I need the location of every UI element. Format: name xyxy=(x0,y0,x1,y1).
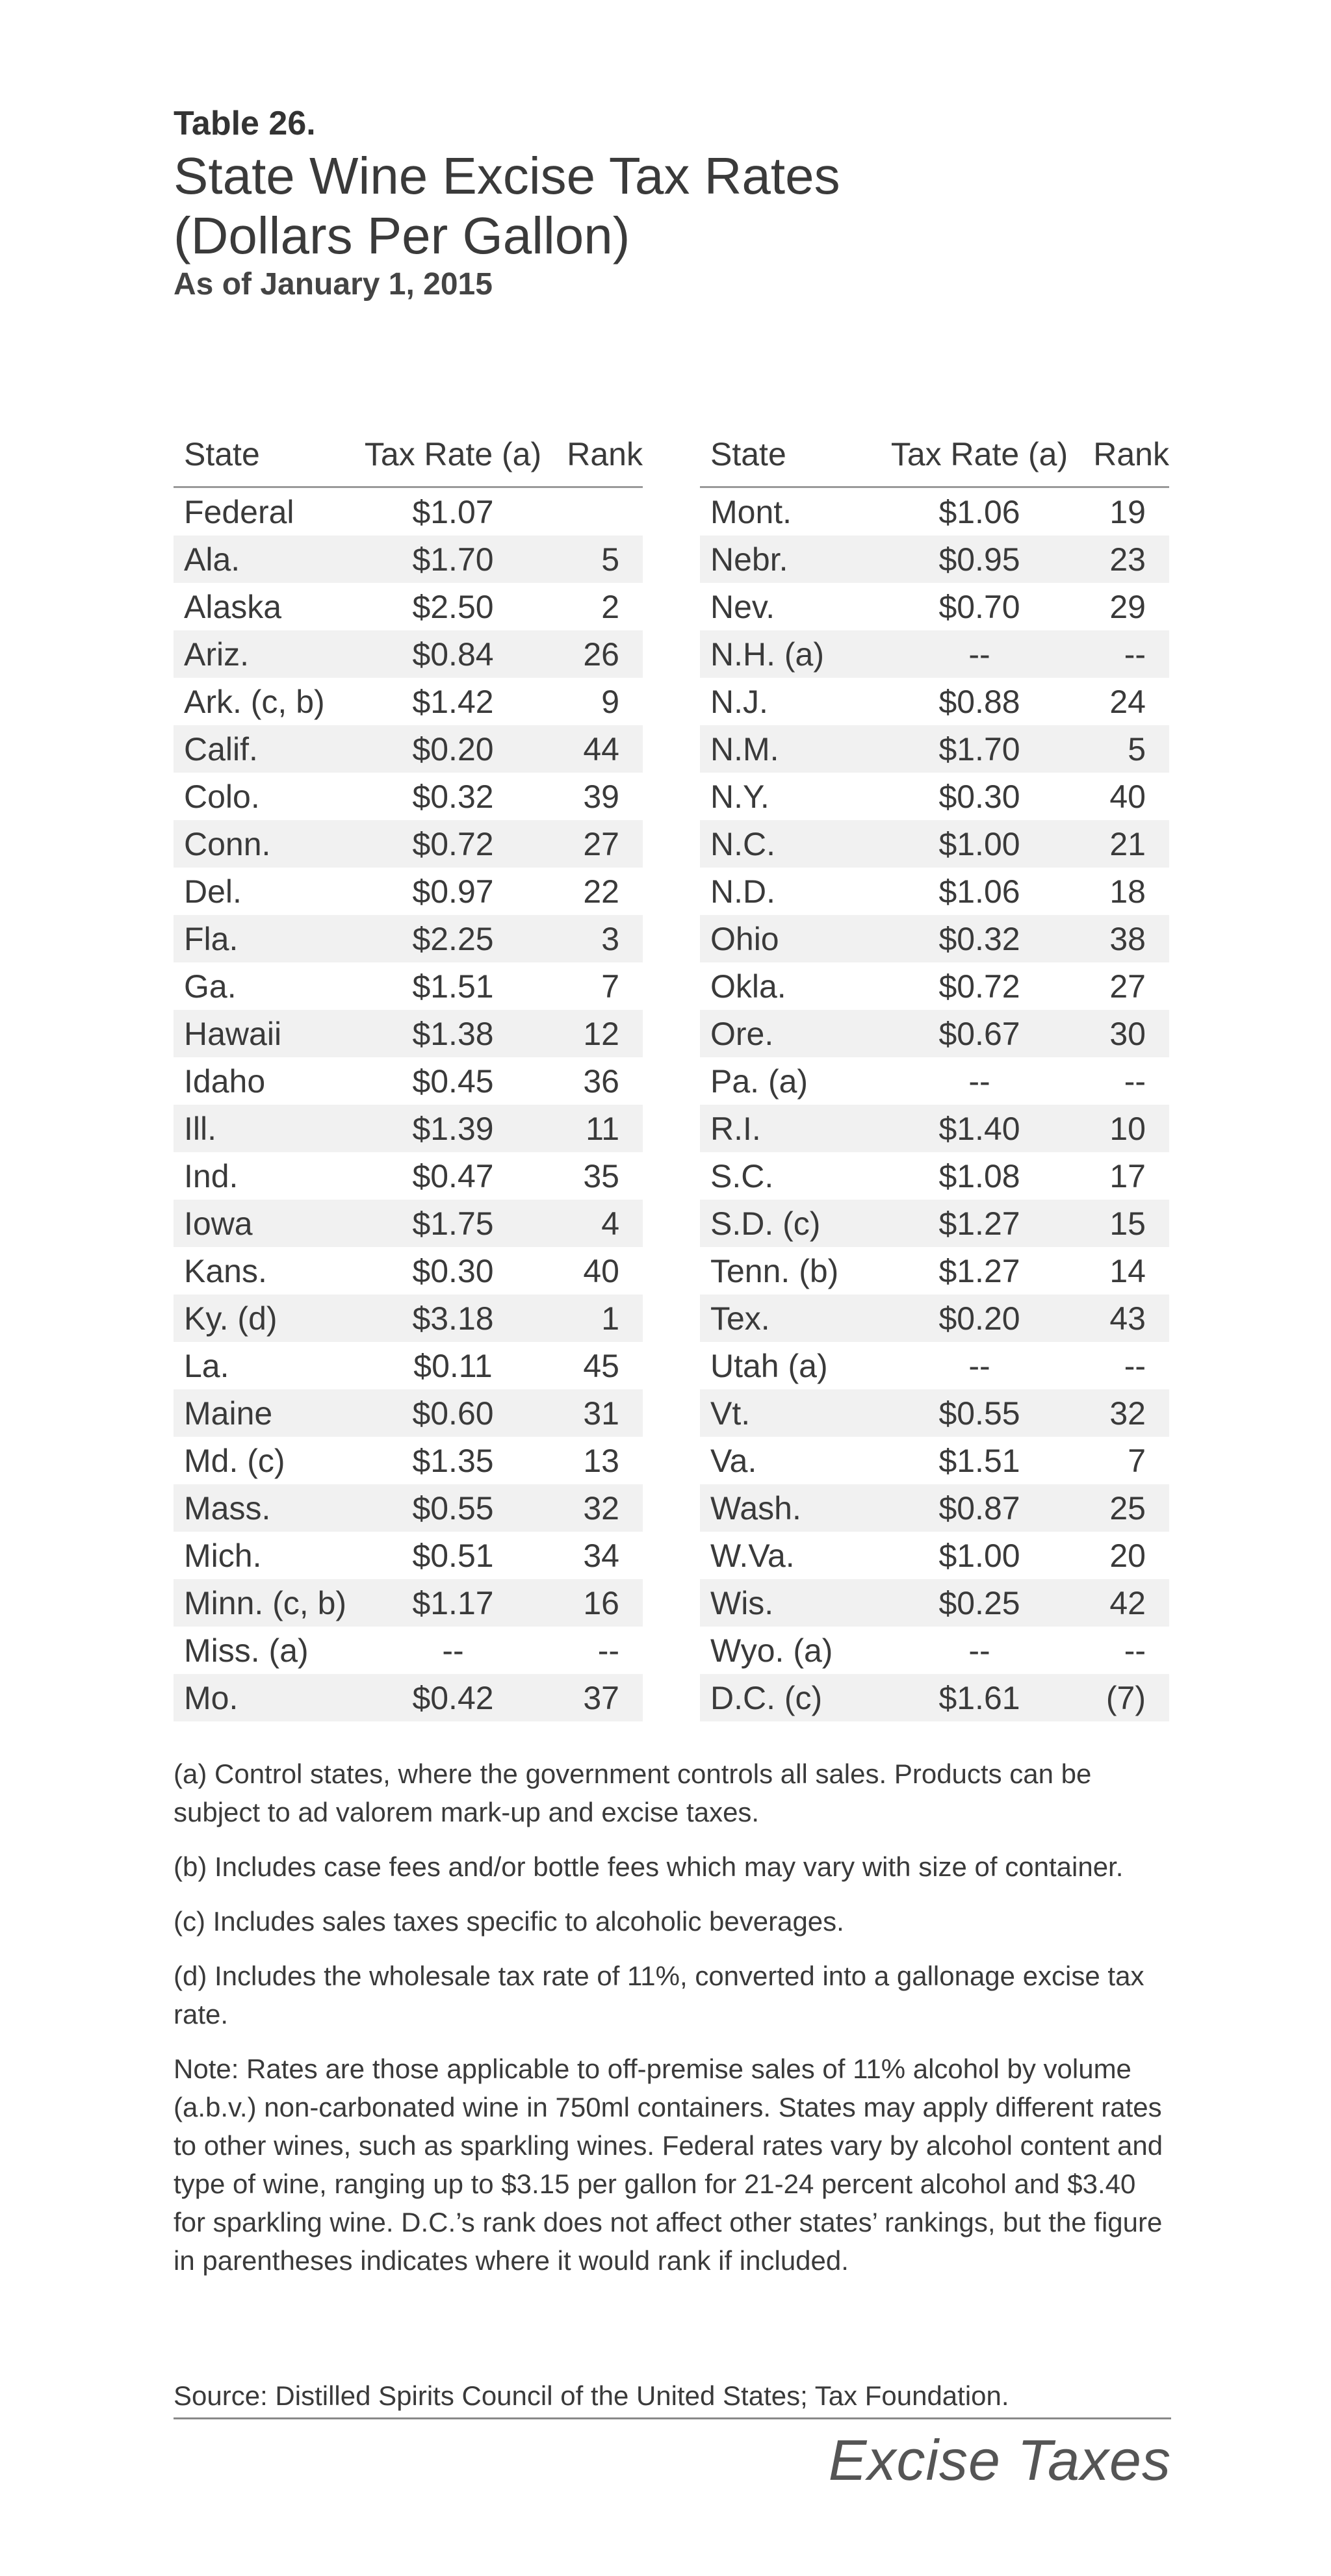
table-row xyxy=(174,1437,643,1484)
table-row xyxy=(700,1247,1169,1294)
column-header-rank: Rank xyxy=(544,422,643,487)
right-table-body xyxy=(700,487,1169,1722)
cell-tax-rate: -- xyxy=(968,1347,990,1384)
cell-state: Calif. xyxy=(174,725,362,773)
cell-rank: 20 xyxy=(1109,1537,1146,1574)
cell-tax-rate: $0.51 xyxy=(412,1537,494,1574)
cell-rank: 45 xyxy=(583,1347,619,1384)
cell-rank: 5 xyxy=(1070,725,1169,773)
cell-tax-rate: $0.55 xyxy=(362,1484,544,1532)
cell-rank: 40 xyxy=(1109,778,1146,815)
cell-rank: 18 xyxy=(1109,873,1146,910)
cell-rank: 22 xyxy=(583,873,619,910)
cell-rank: -- xyxy=(1124,1347,1146,1384)
page-title xyxy=(174,146,840,266)
table-row xyxy=(700,678,1169,725)
cell-state: D.C. (c) xyxy=(700,1674,888,1721)
cell-state: Ark. (c, b) xyxy=(184,683,325,720)
cell-state: Ind. xyxy=(184,1157,239,1194)
cell-tax-rate: $1.70 xyxy=(362,535,544,583)
table-row xyxy=(174,1294,643,1342)
cell-rank: -- xyxy=(1124,1063,1146,1100)
table-row xyxy=(700,1152,1169,1200)
cell-state: Federal xyxy=(184,493,294,530)
cell-tax-rate: $0.72 xyxy=(362,820,544,868)
cell-state: N.C. xyxy=(700,820,888,868)
table-row xyxy=(174,1010,643,1057)
table-row xyxy=(700,1437,1169,1484)
table-row xyxy=(700,1674,1169,1721)
footnote-c: (c) Includes sales taxes specific to alcoholic beverages. xyxy=(174,1906,844,1937)
cell-tax-rate: $0.20 xyxy=(362,725,544,773)
cell-rank: 9 xyxy=(601,683,619,720)
cell-tax-rate: -- xyxy=(968,1063,990,1100)
cell-rank: 27 xyxy=(544,820,643,868)
cell-tax-rate: -- xyxy=(888,630,1070,678)
cell-rank: 13 xyxy=(583,1442,619,1479)
cell-tax-rate: $1.42 xyxy=(412,683,494,720)
cell-state: Miss. (a) xyxy=(184,1632,309,1669)
table-row xyxy=(700,1579,1169,1627)
table-row xyxy=(174,1484,643,1532)
table-row xyxy=(174,773,643,820)
cell-rank: 38 xyxy=(1070,915,1169,962)
cell-state: Iowa xyxy=(174,1200,362,1247)
cell-state: Mass. xyxy=(174,1484,362,1532)
cell-state: N.H. (a) xyxy=(700,630,888,678)
source-line: Source: Distilled Spirits Council of the United States; Tax Foundation. xyxy=(174,2377,1171,2419)
cell-tax-rate: $1.51 xyxy=(938,1442,1020,1479)
cell-state: N.M. xyxy=(700,725,888,773)
cell-state: Conn. xyxy=(174,820,362,868)
footnote-note: Note: Rates are those applicable to off-premise sales of 11% alcohol by volume (a.b.v.) non-carbonated wine in 750ml containers. States may apply different rates to other wines, such as sparkling wines. Federal rates vary by alcohol content and type of wine, ranging up to $3.15 per gallon for 21-24 percent alcohol and $3.40 for sparkling wine. D.C.’s rank does not affect other states’ rankings, but the figure in parentheses indicates where it would rank if included. xyxy=(174,2054,1163,2276)
cell-rank: 32 xyxy=(544,1484,643,1532)
table-row xyxy=(174,583,643,630)
cell-rank: 26 xyxy=(544,630,643,678)
footnote-b: (b) Includes case fees and/or bottle fees which may vary with size of container. xyxy=(174,1851,1124,1882)
cell-tax-rate: $0.88 xyxy=(938,683,1020,720)
cell-state: Ore. xyxy=(700,1010,888,1057)
table-row xyxy=(174,535,643,583)
cell-rank: 32 xyxy=(1070,1389,1169,1437)
cell-tax-rate: $0.87 xyxy=(888,1484,1070,1532)
cell-state: Mo. xyxy=(174,1674,362,1721)
cell-rank: 44 xyxy=(544,725,643,773)
cell-tax-rate: $0.67 xyxy=(888,1010,1070,1057)
cell-tax-rate: $1.17 xyxy=(362,1579,544,1627)
cell-rank xyxy=(544,487,643,536)
table-row xyxy=(700,725,1169,773)
cell-tax-rate: $1.35 xyxy=(412,1442,494,1479)
cell-tax-rate: $0.47 xyxy=(412,1157,494,1194)
cell-state: Colo. xyxy=(184,778,260,815)
cell-tax-rate: $0.20 xyxy=(888,1294,1070,1342)
cell-tax-rate: $1.00 xyxy=(938,1537,1020,1574)
table-row xyxy=(700,535,1169,583)
cell-state: Mich. xyxy=(184,1537,262,1574)
cell-state: N.D. xyxy=(710,873,775,910)
table-row xyxy=(174,868,643,915)
cell-tax-rate: $2.50 xyxy=(412,588,494,625)
cell-tax-rate: $1.06 xyxy=(938,493,1020,530)
table-row xyxy=(700,773,1169,820)
table-row xyxy=(700,1627,1169,1674)
cell-rank: -- xyxy=(1070,630,1169,678)
cell-state: S.C. xyxy=(710,1157,774,1194)
cell-state: Vt. xyxy=(700,1389,888,1437)
cell-tax-rate: $1.27 xyxy=(938,1252,1020,1289)
cell-state: Ga. xyxy=(184,968,237,1005)
cell-rank: 39 xyxy=(583,778,619,815)
cell-rank: 7 xyxy=(1128,1442,1146,1479)
table-row xyxy=(700,1294,1169,1342)
table-row xyxy=(174,1532,643,1579)
title-line-1: State Wine Excise Tax Rates xyxy=(174,147,840,205)
title-line-2: (Dollars Per Gallon) xyxy=(174,207,630,264)
cell-state: Ala. xyxy=(174,535,362,583)
cell-state: Tenn. (b) xyxy=(710,1252,839,1289)
table-row xyxy=(700,962,1169,1010)
cell-state: Wyo. (a) xyxy=(710,1632,833,1669)
cell-rank: 4 xyxy=(544,1200,643,1247)
cell-tax-rate: $0.32 xyxy=(412,778,494,815)
cell-tax-rate: $1.51 xyxy=(412,968,494,1005)
cell-state: S.D. (c) xyxy=(700,1200,888,1247)
table-row xyxy=(174,1342,643,1389)
footnotes xyxy=(174,1755,1174,2296)
cell-state: Alaska xyxy=(184,588,282,625)
footnote-a: (a) Control states, where the government controls all sales. Products can be subject to ad valorem mark-up and excise taxes. xyxy=(174,1758,1092,1827)
cell-rank: 29 xyxy=(1109,588,1146,625)
cell-tax-rate: $0.84 xyxy=(362,630,544,678)
cell-rank: 14 xyxy=(1109,1252,1146,1289)
cell-rank: 7 xyxy=(601,968,619,1005)
table-row xyxy=(174,678,643,725)
cell-rank: 27 xyxy=(1109,968,1146,1005)
cell-rank: 43 xyxy=(1070,1294,1169,1342)
table-header-row xyxy=(700,422,1169,487)
table-row xyxy=(700,915,1169,962)
cell-tax-rate: $0.30 xyxy=(938,778,1020,815)
column-header-tax-rate: Tax Rate (a) xyxy=(888,422,1070,487)
cell-tax-rate: $0.95 xyxy=(888,535,1070,583)
cell-rank: 42 xyxy=(1070,1579,1169,1627)
cell-tax-rate: $0.11 xyxy=(413,1347,493,1384)
cell-tax-rate: $0.72 xyxy=(938,968,1020,1005)
cell-tax-rate: $1.07 xyxy=(412,493,494,530)
cell-rank: 34 xyxy=(583,1537,619,1574)
table-row xyxy=(174,725,643,773)
table-row xyxy=(700,868,1169,915)
page-subtitle: As of January 1, 2015 xyxy=(174,267,493,302)
table-row xyxy=(700,1200,1169,1247)
cell-state: Nev. xyxy=(710,588,775,625)
cell-tax-rate: $1.61 xyxy=(888,1674,1070,1721)
table-row xyxy=(700,1342,1169,1389)
cell-state: Ill. xyxy=(174,1105,362,1152)
table-row xyxy=(700,1057,1169,1105)
table-row xyxy=(174,487,643,536)
table-row xyxy=(174,1674,643,1721)
cell-state: Nebr. xyxy=(700,535,888,583)
cell-state: R.I. xyxy=(700,1105,888,1152)
cell-state: Del. xyxy=(184,873,242,910)
cell-tax-rate: $1.00 xyxy=(888,820,1070,868)
table-row xyxy=(700,1532,1169,1579)
table-row xyxy=(174,1627,643,1674)
cell-rank: 21 xyxy=(1070,820,1169,868)
cell-tax-rate: $1.08 xyxy=(938,1157,1020,1194)
table-row xyxy=(700,1010,1169,1057)
cell-tax-rate: $0.45 xyxy=(412,1063,494,1100)
cell-rank: 30 xyxy=(1070,1010,1169,1057)
footnote-d: (d) Includes the wholesale tax rate of 11%, converted into a gallonage excise tax rate. xyxy=(174,1961,1144,2029)
cell-rank: 17 xyxy=(1109,1157,1146,1194)
cell-rank: 35 xyxy=(583,1157,619,1194)
cell-state: N.Y. xyxy=(710,778,769,815)
cell-rank: 19 xyxy=(1109,493,1146,530)
cell-rank: 24 xyxy=(1109,683,1146,720)
table-row xyxy=(700,820,1169,868)
cell-rank: 23 xyxy=(1070,535,1169,583)
table-row xyxy=(174,1247,643,1294)
cell-rank: 25 xyxy=(1070,1484,1169,1532)
cell-rank: 16 xyxy=(544,1579,643,1627)
cell-rank: 5 xyxy=(544,535,643,583)
cell-tax-rate: $0.25 xyxy=(888,1579,1070,1627)
cell-state: Pa. (a) xyxy=(710,1063,808,1100)
table-row xyxy=(174,630,643,678)
table-row xyxy=(174,1200,643,1247)
cell-tax-rate: $1.06 xyxy=(938,873,1020,910)
cell-tax-rate: -- xyxy=(442,1632,464,1669)
right-table xyxy=(700,422,1169,1721)
cell-rank: 40 xyxy=(583,1252,619,1289)
table-row xyxy=(174,1389,643,1437)
table-row xyxy=(700,630,1169,678)
cell-state: Tex. xyxy=(700,1294,888,1342)
cell-state: Va. xyxy=(710,1442,757,1479)
table-row xyxy=(174,820,643,868)
table-number: Table 26. xyxy=(174,105,316,142)
cell-state: Maine xyxy=(174,1389,362,1437)
table-row xyxy=(700,1484,1169,1532)
table-row xyxy=(700,1105,1169,1152)
cell-state: La. xyxy=(184,1347,229,1384)
cell-rank: 37 xyxy=(544,1674,643,1721)
cell-state: Wis. xyxy=(700,1579,888,1627)
column-header-tax-rate: Tax Rate (a) xyxy=(362,422,544,487)
cell-tax-rate: $0.97 xyxy=(412,873,494,910)
cell-tax-rate: $1.38 xyxy=(362,1010,544,1057)
left-table-body xyxy=(174,487,643,1722)
cell-rank: 1 xyxy=(544,1294,643,1342)
table-header-row xyxy=(174,422,643,487)
cell-state: Utah (a) xyxy=(710,1347,828,1384)
cell-rank: 36 xyxy=(583,1063,619,1100)
table-row xyxy=(700,583,1169,630)
cell-tax-rate: $1.40 xyxy=(888,1105,1070,1152)
table-row xyxy=(174,1057,643,1105)
table-row xyxy=(700,1389,1169,1437)
cell-tax-rate: $2.25 xyxy=(362,915,544,962)
cell-tax-rate: $1.75 xyxy=(362,1200,544,1247)
table-row xyxy=(174,962,643,1010)
cell-state: Idaho xyxy=(184,1063,266,1100)
cell-tax-rate: $0.42 xyxy=(362,1674,544,1721)
cell-state: W.Va. xyxy=(710,1537,795,1574)
cell-tax-rate: $0.55 xyxy=(888,1389,1070,1437)
table-row xyxy=(700,487,1169,536)
table-row xyxy=(174,1152,643,1200)
cell-tax-rate: $0.60 xyxy=(362,1389,544,1437)
cell-rank: 3 xyxy=(544,915,643,962)
cell-tax-rate: $0.32 xyxy=(888,915,1070,962)
cell-state: Md. (c) xyxy=(184,1442,285,1479)
cell-rank: 2 xyxy=(601,588,619,625)
cell-rank: 11 xyxy=(544,1105,643,1152)
cell-rank: -- xyxy=(1124,1632,1146,1669)
table-row xyxy=(174,1105,643,1152)
section-label: Excise Taxes xyxy=(828,2428,1171,2492)
cell-state: Kans. xyxy=(184,1252,267,1289)
cell-state: N.J. xyxy=(710,683,768,720)
cell-tax-rate: $0.70 xyxy=(938,588,1020,625)
cell-rank: 12 xyxy=(544,1010,643,1057)
cell-tax-rate: -- xyxy=(968,1632,990,1669)
cell-rank: (7) xyxy=(1070,1674,1169,1721)
cell-tax-rate: $0.30 xyxy=(412,1252,494,1289)
cell-state: Mont. xyxy=(710,493,792,530)
cell-tax-rate: $1.27 xyxy=(888,1200,1070,1247)
cell-rank: -- xyxy=(597,1632,619,1669)
cell-state: Fla. xyxy=(174,915,362,962)
cell-tax-rate: $1.39 xyxy=(362,1105,544,1152)
column-header-state: State xyxy=(174,422,362,487)
cell-state: Wash. xyxy=(700,1484,888,1532)
cell-state: Minn. (c, b) xyxy=(174,1579,362,1627)
cell-state: Ariz. xyxy=(174,630,362,678)
column-header-state: State xyxy=(700,422,888,487)
table-row xyxy=(174,915,643,962)
cell-rank: 10 xyxy=(1070,1105,1169,1152)
cell-state: Hawaii xyxy=(174,1010,362,1057)
table-row xyxy=(174,1579,643,1627)
cell-tax-rate: $3.18 xyxy=(362,1294,544,1342)
left-table xyxy=(174,422,643,1721)
cell-state: Okla. xyxy=(710,968,786,1005)
cell-state: Ky. (d) xyxy=(174,1294,362,1342)
cell-state: Ohio xyxy=(700,915,888,962)
cell-tax-rate: $1.70 xyxy=(888,725,1070,773)
cell-rank: 31 xyxy=(544,1389,643,1437)
cell-rank: 15 xyxy=(1070,1200,1169,1247)
column-header-rank: Rank xyxy=(1070,422,1169,487)
